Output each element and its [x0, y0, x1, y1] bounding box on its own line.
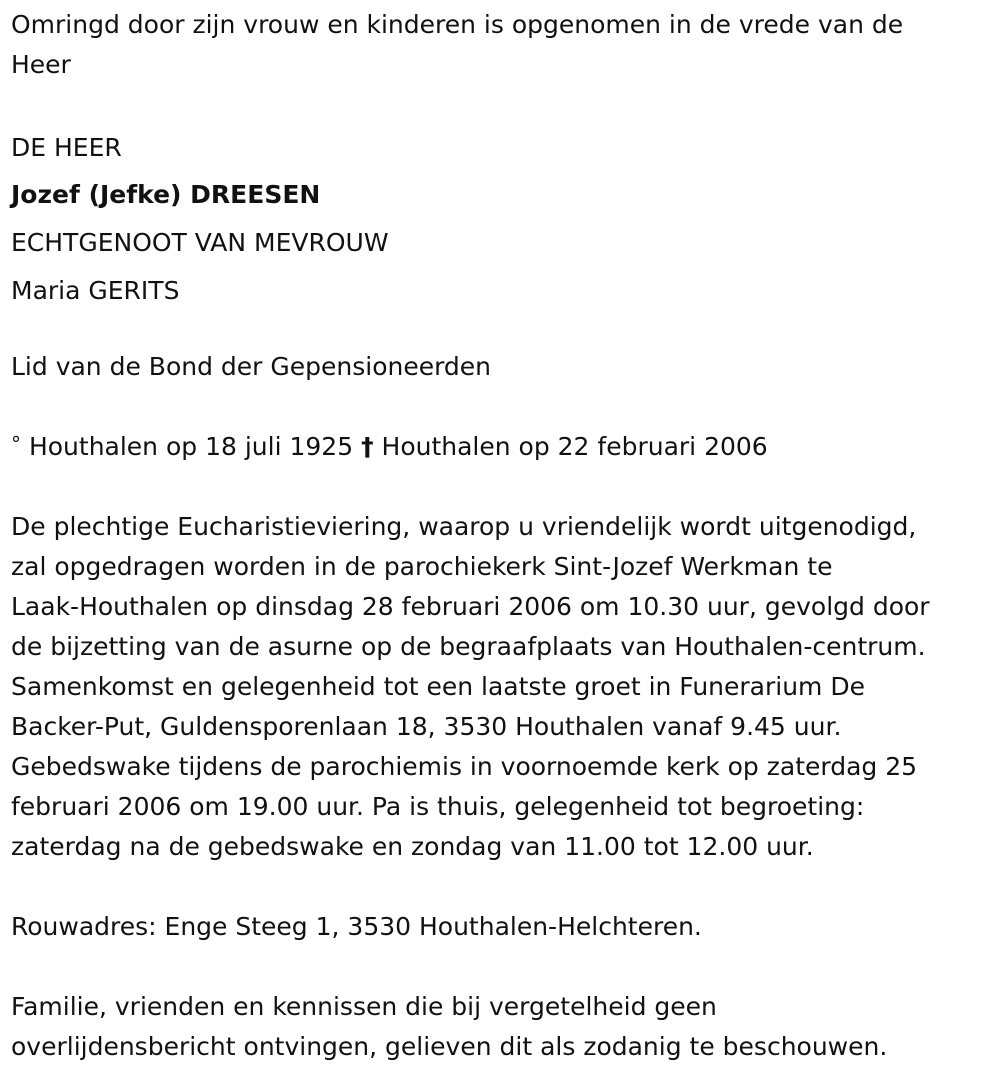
- membership-paragraph: [11, 347, 996, 387]
- mourning-address: Rouwadres: Enge Steeg 1, 3530 Houthalen-Helchteren.: [11, 912, 702, 941]
- ceremony-line: De plechtige Eucharistieviering, waarop u vriendelijk wordt uitgenodigd,: [11, 512, 917, 541]
- ceremony-line: februari 2006 om 19.00 uur. Pa is thuis, gelegenheid tot begroeting:: [11, 792, 865, 821]
- ceremony-line: Samenkomst en gelegenheid tot een laatste groet in Funerarium De: [11, 672, 865, 701]
- address-paragraph: [11, 907, 996, 947]
- birth-text: Houthalen op 18 juli 1925: [28, 432, 354, 461]
- ceremony-line: de bijzetting van de asurne op de begraafplaats van Houthalen-centrum.: [11, 632, 926, 661]
- membership-text: Lid van de Bond der Gepensioneerden: [11, 352, 492, 381]
- ceremony-paragraph: [11, 507, 996, 867]
- birth-symbol: °: [11, 432, 21, 456]
- cross-icon: †: [361, 432, 374, 461]
- death-text: Houthalen op 22 februari 2006: [381, 432, 768, 461]
- intro-paragraph: [11, 5, 996, 85]
- dates-paragraph: [11, 427, 996, 467]
- closing-paragraph: [11, 987, 996, 1067]
- dates-line: [11, 427, 996, 467]
- ceremony-line: Backer-Put, Guldensporenlaan 18, 3530 Houthalen vanaf 9.45 uur.: [11, 712, 842, 741]
- relation-label: ECHTGENOOT VAN MEVROUW: [11, 228, 389, 257]
- intro-line: Omringd door zijn vrouw en kinderen is opgenomen in de vrede van de: [11, 10, 904, 39]
- honorific-title: DE HEER: [11, 133, 122, 162]
- deceased-block: [11, 125, 996, 315]
- intro-line: Heer: [11, 50, 71, 79]
- closing-line: overlijdensbericht ontvingen, gelieven dit als zodanig te beschouwen.: [11, 1032, 888, 1061]
- closing-line: Familie, vrienden en kennissen die bij vergetelheid geen: [11, 992, 717, 1021]
- ceremony-line: zaterdag na de gebedswake en zondag van 11.00 tot 12.00 uur.: [11, 832, 814, 861]
- ceremony-line: Laak-Houthalen op dinsdag 28 februari 2006 om 10.30 uur, gevolgd door: [11, 592, 930, 621]
- ceremony-line: Gebedswake tijdens de parochiemis in voornoemde kerk op zaterdag 25: [11, 752, 918, 781]
- ceremony-line: zal opgedragen worden in de parochiekerk Sint-Jozef Werkman te: [11, 552, 833, 581]
- obituary-document: [11, 5, 996, 1067]
- spouse-name: Maria GERITS: [11, 276, 180, 305]
- deceased-name: Jozef (Jefke) DREESEN: [11, 180, 321, 209]
